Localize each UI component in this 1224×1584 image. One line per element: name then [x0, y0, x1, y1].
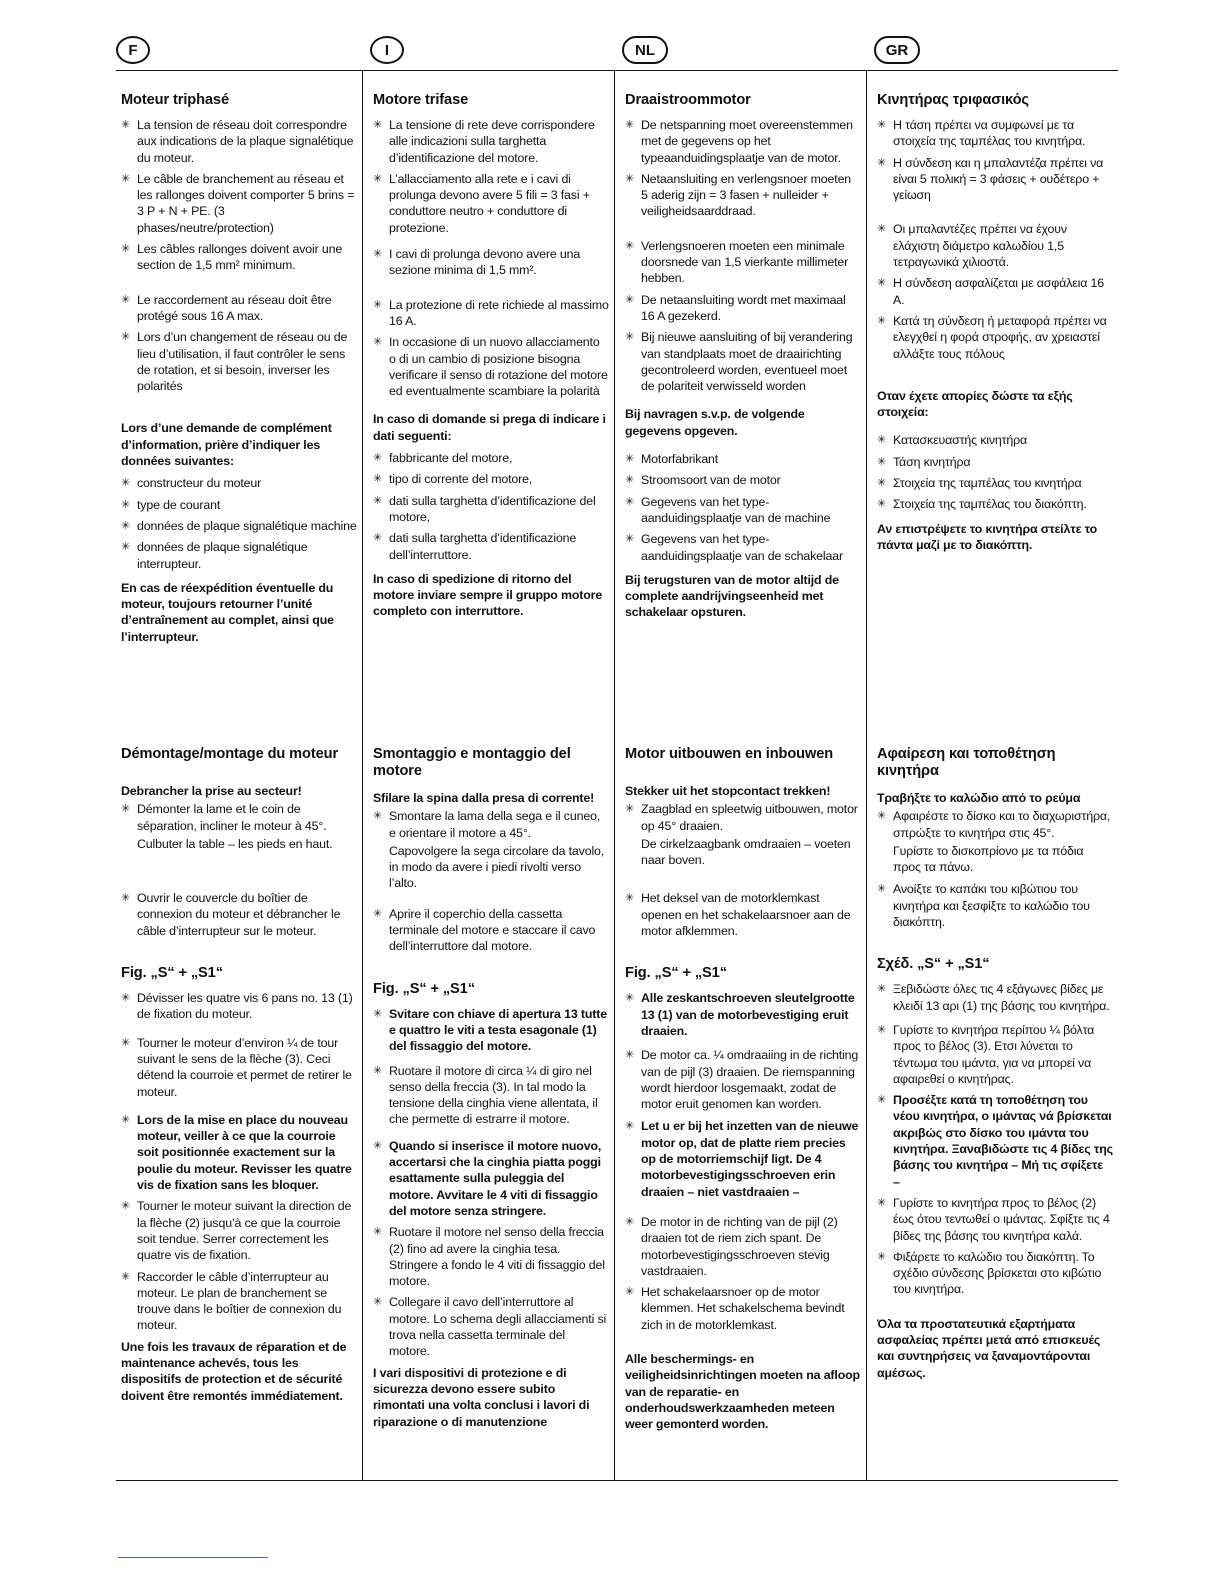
column-french-section2	[121, 746, 357, 1410]
list-item: ✳ De motor ca. ¼ omdraaiing in de richting van de pijl (3) draaien. De riemspanning wordt hierdoor losgemaakt, zodat de motor eruit genomen kan worden.	[625, 1047, 861, 1112]
return-note: En cas de réexpédition éventuelle du moteur, toujours retourner l’unité d’entraînement au complet, ainsi que l’interrupteur.	[121, 580, 334, 644]
info-request-title: Bij navragen s.v.p. de volgende gegevens opgeven.	[625, 407, 805, 438]
list-item: ✳ La tensione di rete deve corrispondere alle indicazioni sulla targhetta d’identificazione del motore.	[373, 117, 609, 166]
list-item: ✳ Gegevens van het type-aanduidingsplaatje van de schakelaar	[625, 531, 861, 564]
list-item: ✳ Στοιχεία της ταμπέλας του διακόπτη.	[877, 496, 1113, 512]
list-item: ✳ L’allacciamento alla rete e i cavi di prolunga devono avere 5 fili = 3 fasi + conduttore neutro + conduttore di protezione.	[373, 171, 609, 236]
list-item: ✳ De netaansluiting wordt met maximaal 16 A gezekerd.	[625, 292, 861, 325]
list-item-continuation: De cirkelzaagbank omdraaien – voeten naar boven.	[641, 836, 851, 868]
column-dutch-section2	[625, 746, 861, 1439]
list-item: ✳ Lors d’un changement de réseau ou de lieu d’utilisation, il faut contrôler le sens de rotation, et si besoin, inverser les polarités	[121, 329, 357, 394]
list-item: ✳ Η σύνδεση και η μπαλαντέζα πρέπει να είναι 5 πολική = 3 φάσεις + ουδέτερο + γείωση	[877, 155, 1113, 204]
info-request-title: In caso di domande si prega di indicare i dati seguenti:	[373, 412, 606, 443]
list-item: ✳ Ruotare il motore di circa ¼ di giro nel senso della freccia (3). In tal modo la tensione della cinghia viene allentata, il che permette di estrarre il motore.	[373, 1063, 609, 1128]
column-italian	[373, 92, 609, 626]
list-item: ✳ Bij nieuwe aansluiting of bij verandering van standplaats moet de draairichting gecontroleerd worden, eventueel moet de polariteit verwisseld worden	[625, 329, 861, 394]
list-item: ✳ La protezione di rete richiede al massimo 16 A.	[373, 297, 609, 330]
list-item-continuation: Γυρίστε το δισκοπρίονο με τα πόδια προς τα πάνω.	[893, 843, 1084, 875]
list-item: ✳ Ouvrir le couvercle du boîtier de connexion du moteur et débrancher le câble d’interrupteur sur le moteur.	[121, 890, 357, 939]
section-title: Αφαίρεση και τοποθέτηση κινητήρα	[877, 746, 1056, 779]
info-request-title: Οταν έχετε απορίες δώστε τα εξής στοιχεία:	[877, 388, 1073, 420]
list-item: ✳ Gegevens van het type-aanduidingsplaatje van de machine	[625, 494, 861, 527]
list-item: ✳ Smontare la lama della sega e il cuneo, e orientare il motore a 45°.	[373, 808, 609, 841]
unplug-warning: Τραβήξτε το καλώδιο από το ρεύμα	[877, 791, 1081, 805]
figure-title: Fig. „S“ + „S1“	[625, 965, 727, 982]
list-item: ✳ Η τάση πρέπει να συμφωνεί με τα στοιχεία της ταμπέλας του κινητήρα.	[877, 117, 1113, 150]
list-item: ✳ Προσέξτε κατά τη τοποθέτηση του νέου κινητήρα, ο ιμάντας νά βρίσκεται ακριβώς στο δίσκο του ιμάντα του κινητήρα. Ξαναβιδώστε τις 4 βίδες της βάσης του κινητήρα – Μή τις σφίξετε –	[877, 1092, 1113, 1190]
list-item: ✳ Le raccordement au réseau doit être protégé sous 16 A max.	[121, 292, 357, 325]
list-item: ✳ Ruotare il motore nel senso della freccia (2) fino ad avere la cinghia tesa. Stringere a fondo le 4 viti di fissaggio del motore.	[373, 1224, 609, 1289]
language-badge-gr: GR	[874, 36, 920, 64]
list-item: ✳ Verlengsnoeren moeten een minimale doorsnede van 1,5 vierkante millimeter hebben.	[625, 238, 861, 287]
manual-page	[116, 34, 1118, 1484]
return-note: In caso di spedizione di ritorno del motore inviare sempre il gruppo motore completo con interruttore.	[373, 571, 603, 619]
list-item: ✳ Ανοίξτε το καπάκι του κιβώτιου του κινητήρα και ξεσφίξτε το καλώδιο του διακόπτη.	[877, 881, 1113, 930]
list-item: ✳ Zaagblad en spleetwig uitbouwen, motor op 45° draaien.	[625, 801, 861, 834]
list-item: ✳ constructeur du moteur	[121, 475, 357, 491]
section-title: Smontaggio e montaggio del motore	[373, 746, 571, 779]
list-item: ✳ Η σύνδεση ασφαλίζεται με ασφάλεια 16 A.	[877, 275, 1113, 308]
list-item: ✳ Γυρίστε το κινητήρα προς το βέλος (2) έως ότου τεντωθεί ο ιμάντας. Σφίξτε τις 4 βίδες της βάσης του κινητήρα καλά.	[877, 1195, 1113, 1244]
unplug-warning: Debrancher la prise au secteur!	[121, 784, 302, 798]
list-item: ✳ Lors de la mise en place du nouveau moteur, veiller à ce que la courroie soit positionnée exactement sur la poulie du moteur. Revisser les quatre vis de fixation sans les bloquer.	[121, 1112, 357, 1193]
list-item: ✳ Tourner le moteur d’environ ¼ de tour suivant le sens de la flèche (3). Ceci détend la courroie et permet de retirer le moteur.	[121, 1035, 357, 1100]
language-badge-nl: NL	[622, 36, 668, 64]
list-item: ✳ Het deksel van de motorklemkast openen en het schakelaarsnoer aan de motor afklemmen.	[625, 890, 861, 939]
list-item: ✳ Κατασκευαστής κινητήρα	[877, 432, 1113, 448]
language-badge-i: I	[370, 36, 404, 64]
final-safety-note: Une fois les travaux de réparation et de maintenance achevés, tous les dispositifs de protection et de sécurité doivent être remontés immédiatement.	[121, 1339, 347, 1403]
list-item: ✳ dati sulla targhetta d’identificazione del motore,	[373, 493, 609, 526]
list-item: ✳ type de courant	[121, 497, 357, 513]
list-item: ✳ In occasione di un nuovo allacciamento o di un cambio di posizione bisogna verificare il senso di rotazione del motore ed eventualmente scambiare la polarità	[373, 334, 609, 399]
list-item: ✳ Netaansluiting en verlengsnoer moeten 5 aderig zijn = 3 fasen + nulleider + veiligheidsaarddraad.	[625, 171, 861, 220]
language-header	[116, 34, 1118, 72]
column-divider	[866, 70, 867, 1480]
list-item: ✳ Motorfabrikant	[625, 451, 861, 467]
list-item-continuation: Culbuter la table – les pieds en haut.	[137, 836, 333, 851]
figure-title: Σχέδ. „S“ + „S1“	[877, 956, 990, 973]
list-item: ✳ données de plaque signalétique interrupteur.	[121, 539, 357, 572]
list-item: ✳ Στοιχεία της ταμπέλας του κινητήρα	[877, 475, 1113, 491]
top-rule	[116, 70, 1118, 71]
list-item: ✳ La tension de réseau doit correspondre aux indications de la plaque signalétique du moteur.	[121, 117, 357, 166]
list-item: ✳ De netspanning moet overeenstemmen met de gegevens op het typeaanduidingsplaatje van de motor.	[625, 117, 861, 166]
column-greek-section2	[877, 746, 1113, 1387]
final-safety-note: I vari dispositivi di protezione e di sicurezza devono essere subito rimontati una volta conclusi i lavori di riparazione o di manutenzione	[373, 1365, 590, 1429]
section-title: Draaistroommotor	[625, 92, 751, 108]
section-title: Motor uitbouwen en inbouwen	[625, 746, 834, 762]
unplug-warning: Stekker uit het stopcontact trekken!	[625, 784, 831, 798]
list-item: ✳ Let u er bij het inzetten van de nieuwe motor op, dat de platte riem precies op de motorriemschijf ligt. De 4 motorbevestigingsschroeven erin draaien – niet vastdraaien –	[625, 1118, 861, 1199]
list-item: ✳ Αφαιρέστε το δίσκο και το διαχωριστήρα, σπρώξτε το κινητήρα στις 45°.	[877, 808, 1113, 841]
final-safety-note: Alle beschermings- en veiligheidsinrichtingen moeten na afloop van de reparatie- en onderhoudswerkzaamheden meteen weer gemonterd worden.	[625, 1352, 860, 1432]
bottom-rule	[116, 1480, 1118, 1481]
section-title: Motore trifase	[373, 92, 469, 108]
figure-title: Fig. „S“ + „S1“	[373, 980, 475, 997]
list-item: ✳ fabbricante del motore,	[373, 450, 609, 466]
list-item: ✳ Ξεβιδώστε όλες τις 4 εξάγωνες βίδες με κλειδί 13 αρι (1) της βάσης του κινητήρα.	[877, 981, 1113, 1014]
column-french	[121, 92, 357, 651]
list-item: ✳ Tourner le moteur suivant la direction de la flèche (2) jusqu’à ce que la courroie soit tendue. Serrer correctement les quatre vis de fixation.	[121, 1198, 357, 1263]
list-item: ✳ Οι μπαλαντέζες πρέπει να έχουν ελάχιστη διάμετρο καλωδίου 1,5 τετραγωνικά χιλιοστά.	[877, 221, 1113, 270]
list-item: ✳ I cavi di prolunga devono avere una sezione minima di 1,5 mm².	[373, 246, 609, 279]
final-safety-note: Όλα τα προστατευτικά εξαρτήματα ασφαλείας πρέπει μετά από επισκευές και συντηρήσεις να ξαναμοντάρονται αμέσως.	[877, 1316, 1101, 1380]
list-item: ✳ Svitare con chiave di apertura 13 tutte e quattro le viti a testa esagonale (1) del fissaggio del motore.	[373, 1006, 609, 1055]
column-greek	[877, 92, 1113, 559]
section-title: Moteur triphasé	[121, 92, 229, 108]
list-item: ✳ De motor in de richting van de pijl (2) draaien tot de riem zich spant. De motorbevestigingsschroeven stevig vastdraaien.	[625, 1214, 861, 1279]
list-item: ✳ Het schakelaarsnoer op de motor klemmen. Het schakelschema bevindt zich in de motorklemkast.	[625, 1284, 861, 1333]
list-item: ✳ Γυρίστε το κινητήρα περίπου ¼ βόλτα προς το βέλος (3). Ετσι λύνεται το τέντωμα του ιμάντα, για να μπορεί να αφαιρεθεί ο κινητήρας.	[877, 1022, 1113, 1087]
section-title: Démontage/montage du moteur	[121, 746, 339, 762]
info-request-title: Lors d’une demande de complément d’information, prière d’indiquer les données suivantes:	[121, 421, 332, 469]
list-item: ✳ Alle zeskantschroeven sleutelgrootte 13 (1) van de motorbevestiging eruit draaien.	[625, 990, 861, 1039]
list-item: ✳ Collegare il cavo dell’interruttore al motore. Lo schema degli allacciamenti si trova nella cassetta terminale del motore.	[373, 1294, 609, 1359]
column-divider	[362, 70, 363, 1480]
list-item: ✳ Les câbles rallonges doivent avoir une section de 1,5 mm² minimum.	[121, 241, 357, 274]
column-divider	[614, 70, 615, 1480]
list-item: ✳ Τάση κινητήρα	[877, 454, 1113, 470]
list-item-continuation: Capovolgere la sega circolare da tavolo, in modo da avere i piedi rivolti verso l’alto.	[389, 843, 605, 891]
figure-title: Fig. „S“ + „S1“	[121, 965, 223, 982]
section-title: Κινητήρας τριφασικός	[877, 92, 1029, 108]
list-item: ✳ Raccorder le câble d’interrupteur au moteur. Le plan de branchement se trouve dans le boîtier de connexion du moteur.	[121, 1269, 357, 1334]
list-item: ✳ Dévisser les quatre vis 6 pans no. 13 (1) de fixation du moteur.	[121, 990, 357, 1023]
list-item: ✳ données de plaque signalétique machine	[121, 518, 357, 534]
list-item: ✳ Quando si inserisce il motore nuovo, accertarsi che la cinghia piatta poggi esattamente sulla puleggia del motore. Avvitare le 4 viti di fissaggio del motore senza stringere.	[373, 1138, 609, 1219]
column-dutch	[625, 92, 861, 627]
footer-rule	[118, 1557, 268, 1558]
return-note: Bij terugsturen van de motor altijd de complete aandrijvingseenheid met schakelaar opsturen.	[625, 572, 839, 620]
list-item: ✳ Aprire il coperchio della cassetta terminale del motore e staccare il cavo dell’interruttore dal motore.	[373, 906, 609, 955]
language-badge-f: F	[116, 36, 150, 64]
list-item: ✳ tipo di corrente del motore,	[373, 471, 609, 487]
list-item: ✳ Κατά τη σύνδεση ή μεταφορά πρέπει να ελεγχθεί η φορά στροφής, αν χρειαστεί αλλάξτε τους πόλους	[877, 313, 1113, 362]
list-item: ✳ dati sulla targhetta d’identificazione dell’interruttore.	[373, 530, 609, 563]
return-note: Αν επιστρέψετε το κινητήρα στείλτε το πάντα μαζί με το διακόπτη.	[877, 521, 1098, 552]
list-item: ✳ Φιξάρετε το καλώδιο του διακόπτη. Το σχέδιο σύνδεσης βρίσκεται στο κιβώτιο του κινητήρα.	[877, 1249, 1113, 1298]
list-item: ✳ Stroomsoort van de motor	[625, 472, 861, 488]
column-italian-section2	[373, 746, 609, 1436]
list-item: ✳ Démonter la lame et le coin de séparation, incliner le moteur à 45°.	[121, 801, 357, 834]
list-item: ✳ Le câble de branchement au réseau et les rallonges doivent comporter 5 brins = 3 P + N + PE. (3 phases/neutre/protection)	[121, 171, 357, 236]
unplug-warning: Sfilare la spina dalla presa di corrente!	[373, 791, 595, 805]
